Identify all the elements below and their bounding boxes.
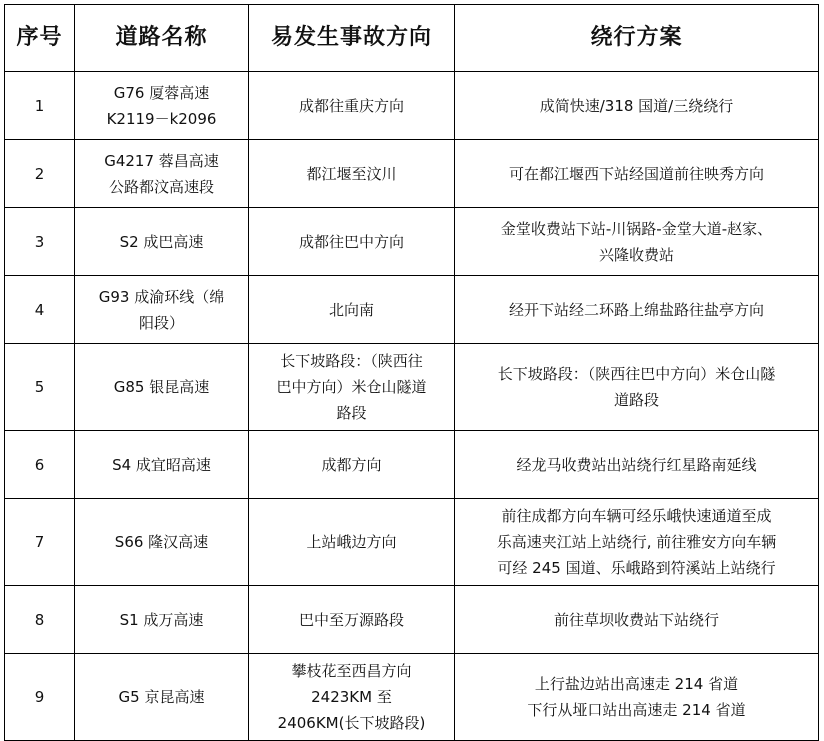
table-row [5,140,819,208]
cell-detour-plan [455,208,819,276]
cell-accident-direction-line: 成都往重庆方向 [298,96,404,115]
table-row [5,208,819,276]
cell-accident-direction-line: 巴中方向）米仓山隧道 [276,378,427,396]
cell-detour-plan-line: 前往草坝收费站下站绕行 [553,610,719,629]
cell-serial-number: 6 [5,431,75,499]
cell-serial-number: 4 [5,276,75,344]
table-row [5,654,819,741]
cell-road-name [75,276,249,344]
cell-road-name-line: G5 京昆高速 [118,688,205,706]
cell-accident-direction-line: 巴中至万源路段 [298,610,404,629]
cell-serial-number: 5 [5,344,75,431]
table-body [5,72,819,741]
header-accident-direction: 易发生事故方向 [249,5,455,72]
table-row [5,72,819,140]
cell-accident-direction-line: 攀枝花至西昌方向 [291,662,412,680]
cell-serial-number: 2 [5,140,75,208]
header-row [5,5,819,72]
cell-accident-direction [249,344,455,431]
cell-detour-plan-line: 下行从垭口站出高速走 214 省道 [527,701,746,719]
cell-detour-plan-line: 经龙马收费站出站绕行红星路南延线 [516,455,757,474]
cell-accident-direction [249,208,455,276]
cell-detour-plan [455,276,819,344]
cell-road-name-line: G4217 蓉昌高速 [104,151,219,170]
cell-road-name-line: G93 成渝环线（绵 [98,287,225,306]
cell-detour-plan [455,344,819,431]
table-row [5,276,819,344]
cell-detour-plan [455,431,819,499]
cell-accident-direction [249,586,455,654]
cell-road-name-line: S2 成巴高速 [119,232,204,251]
cell-accident-direction-line: 成都往巴中方向 [298,232,404,251]
cell-accident-direction-line: 2423KM 至 [311,688,392,706]
cell-accident-direction [249,431,455,499]
cell-detour-plan-line: 兴隆收费站 [598,245,674,264]
detour-table [4,4,819,741]
cell-serial-number: 8 [5,586,75,654]
cell-detour-plan-line: 成简快速/318 国道/三绕绕行 [539,96,734,115]
header-detour-plan: 绕行方案 [455,5,819,72]
cell-serial-number: 7 [5,499,75,586]
cell-accident-direction-line: 上站峨边方向 [306,533,397,551]
cell-detour-plan-line: 可经 245 国道、乐峨路到符溪站上站绕行 [497,559,776,577]
cell-detour-plan [455,654,819,741]
cell-serial-number: 1 [5,72,75,140]
cell-accident-direction [249,654,455,741]
cell-detour-plan-line: 道路段 [613,391,659,409]
cell-road-name-line: 阳段） [138,313,184,332]
cell-serial-number: 3 [5,208,75,276]
table-row [5,344,819,431]
cell-detour-plan [455,72,819,140]
cell-detour-plan-line: 上行盐边站出高速走 214 省道 [534,675,739,693]
cell-accident-direction-line: 北向南 [328,300,374,319]
table-header [5,5,819,72]
table-row [5,499,819,586]
cell-road-name-line: S4 成宜昭高速 [112,455,211,474]
cell-road-name-line: G76 厦蓉高速 [113,83,210,102]
cell-road-name [75,654,249,741]
header-serial-number: 序号 [5,5,75,72]
cell-road-name [75,140,249,208]
cell-accident-direction [249,72,455,140]
cell-accident-direction-line: 成都方向 [321,455,382,474]
header-road-name: 道路名称 [75,5,249,72]
cell-road-name-line: K2119－k2096 [106,109,217,128]
table-row [5,431,819,499]
cell-detour-plan-line: 长下坡路段：（陕西往巴中方向）米仓山隧 [497,365,776,383]
cell-accident-direction-line: 长下坡路段：（陕西往 [280,352,423,370]
cell-detour-plan [455,140,819,208]
cell-accident-direction-line: 2406KM(长下坡路段) [277,714,426,732]
cell-serial-number: 9 [5,654,75,741]
cell-accident-direction-line: 路段 [336,404,367,422]
cell-road-name-line: G85 银昆高速 [113,378,210,396]
cell-detour-plan-line: 乐高速夹江站上站绕行, 前往雅安方向车辆 [496,533,777,551]
cell-road-name [75,344,249,431]
cell-accident-direction-line: 都江堰至汶川 [306,164,397,183]
cell-detour-plan-line: 可在都江堰西下站经国道前往映秀方向 [508,164,764,183]
cell-road-name [75,72,249,140]
cell-accident-direction [249,140,455,208]
cell-accident-direction [249,276,455,344]
cell-detour-plan [455,586,819,654]
cell-detour-plan-line: 金堂收费站下站-川锅路-金堂大道-赵家、 [500,219,773,238]
cell-road-name-line: S66 隆汉高速 [114,533,209,551]
cell-road-name-line: S1 成万高速 [119,610,204,629]
cell-detour-plan-line: 前往成都方向车辆可经乐峨快速通道至成 [501,507,772,525]
table-row [5,586,819,654]
cell-road-name [75,499,249,586]
cell-road-name [75,586,249,654]
cell-accident-direction [249,499,455,586]
cell-road-name [75,208,249,276]
cell-road-name [75,431,249,499]
cell-road-name-line: 公路都汶高速段 [108,177,214,196]
cell-detour-plan-line: 经开下站经二环路上绵盐路往盐亭方向 [508,300,764,319]
cell-detour-plan [455,499,819,586]
